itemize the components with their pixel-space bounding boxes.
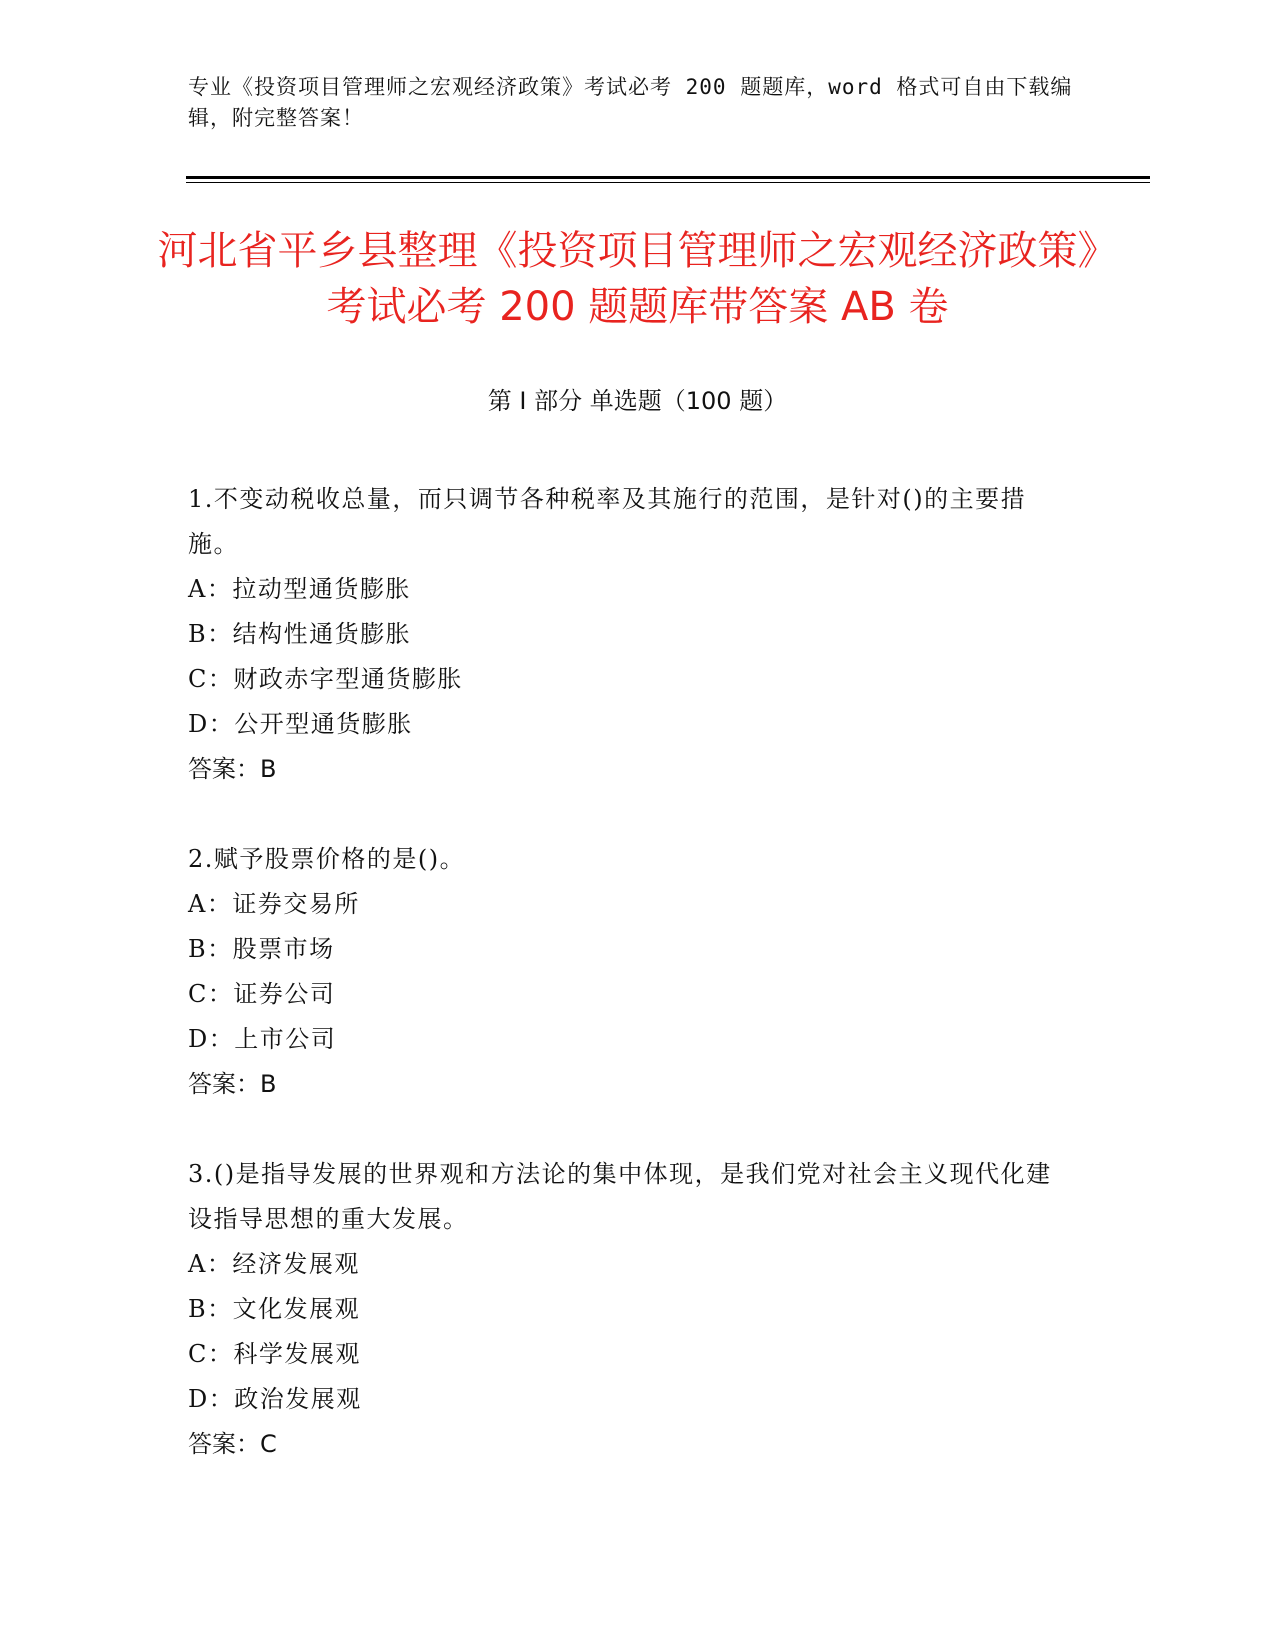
option-a: A：经济发展观 <box>188 1250 360 1278</box>
option-a: A：拉动型通货膨胀 <box>188 575 411 603</box>
answer-line: 答案：C <box>188 1430 277 1458</box>
option-a: A：证券交易所 <box>188 890 360 918</box>
section-title: 第 I 部分 单选题（100 题） <box>487 387 788 415</box>
option-d: D：公开型通货膨胀 <box>188 710 413 738</box>
header-rule-thick <box>186 176 1150 179</box>
option-b: B：股票市场 <box>188 935 335 963</box>
answer-line: 答案：B <box>188 1070 277 1098</box>
option-b: B：文化发展观 <box>188 1295 361 1323</box>
question-item <box>188 477 1058 792</box>
option-c: C：证券公司 <box>188 980 336 1008</box>
option-c: C：科学发展观 <box>188 1340 361 1368</box>
question-list <box>188 477 1058 1512</box>
option-b: B：结构性通货膨胀 <box>188 620 412 648</box>
question-stem: 2.赋予股票价格的是()。 <box>188 845 466 873</box>
question-item <box>188 1152 1058 1467</box>
option-d: D：政治发展观 <box>188 1385 362 1413</box>
option-c: C：财政赤字型通货膨胀 <box>188 665 463 693</box>
question-stem: 1.不变动税收总量，而只调节各种税率及其施行的范围，是针对()的主要措施。 <box>188 485 1027 558</box>
header-rule-thin <box>186 182 1150 183</box>
question-stem: 3.()是指导发展的世界观和方法论的集中体现，是我们党对社会主义现代化建设指导思想的重大发展。 <box>188 1160 1052 1233</box>
document-title: 河北省平乡县整理《投资项目管理师之宏观经济政策》考试必考 200 题题库带答案 AB 卷 <box>157 228 1118 330</box>
question-item <box>188 837 1058 1107</box>
header-note: 专业《投资项目管理师之宏观经济政策》考试必考 200 题题库，word 格式可自由下载编辑，附完整答案！ <box>188 75 1073 130</box>
option-d: D：上市公司 <box>188 1025 337 1053</box>
answer-line: 答案：B <box>188 755 277 783</box>
